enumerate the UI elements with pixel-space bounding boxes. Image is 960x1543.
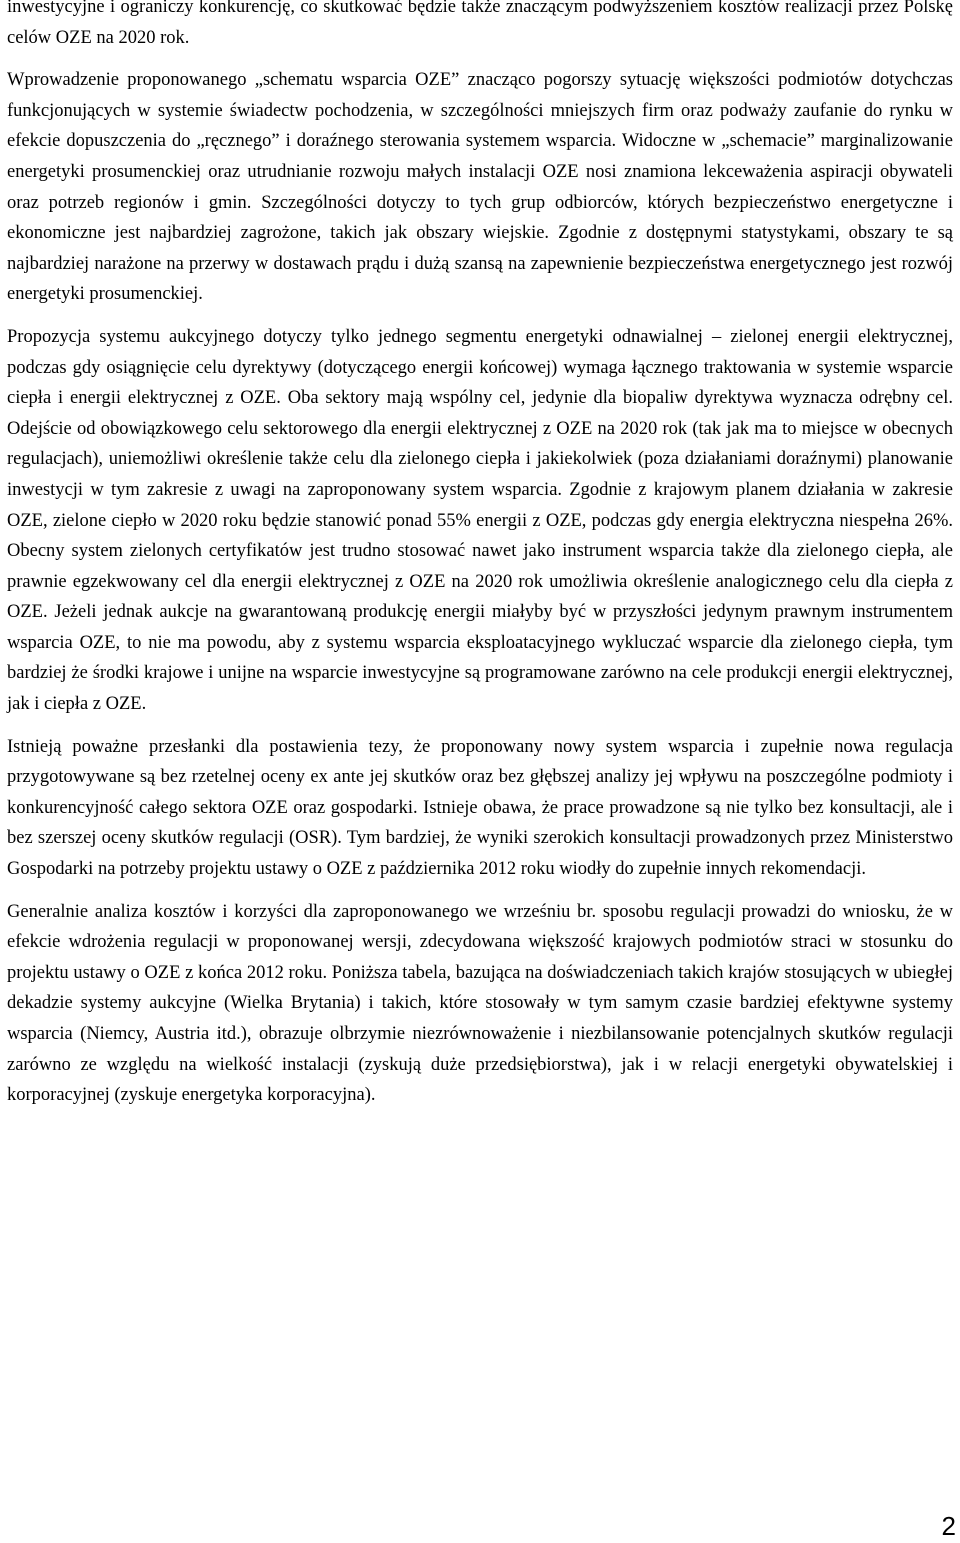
paragraph-regulatory-assessment: Istnieją poważne przesłanki dla postawienia tezy, że proponowany nowy system wsparcia i zupełnie nowa regulacja przygotowywane są bez rzetelnej oceny ex ante jej skutków oraz bez głębszej analizy jej wpływu na poszczególne podmioty i konkurencyjność całego sektora OZE oraz gospodarki. Istnieje obawa, że prace prowadzone są nie tylko bez konsultacji, ale i bez szerszej oceny skutków regulacji (OSR). Tym bardziej, że wyniki szerokich konsultacji prowadzonych przez Ministerstwo Gospodarki na potrzeby projektu ustawy o OZE z października 2012 roku wiodły do zupełnie innych rekomendacji. [7, 736, 953, 880]
page-number: 2 [941, 1511, 956, 1541]
paragraph-continuation: inwestycyjne i ograniczy konkurencję, co skutkować będzie także znaczącym podwyższeniem kosztów realizacji przez Polskę celów OZE na 2020 rok. [7, 0, 953, 48]
document-page [7, 0, 953, 1111]
paragraph-auction-system: Propozycja systemu aukcyjnego dotyczy tylko jednego segmentu energetyki odnawialnej – zielonej energii elektrycznej, podczas gdy osiągnięcie celu dyrektywy (dotyczącego energii końcowej) wymaga łącznego traktowania w systemie wsparcie ciepła i energii elektrycznej z OZE. Oba sektory mają wspólny cel, jedynie dla biopaliw dyrektywa wyznacza odrębny cel. Odejście od obowiązkowego celu sektorowego dla energii elektrycznej z OZE na 2020 rok (tak jak ma to miejsce w obecnych regulacjach), uniemożliwi określenie także celu dla zielonego ciepła i jakiekolwiek (poza działaniami doraźnymi) planowanie inwestycji w tym zakresie z uwagi na zaproponowany system wsparcia. Zgodnie z krajowym planem działania w zakresie OZE, zielone ciepło w 2020 roku będzie stanowić ponad 55% energii z OZE, podczas gdy energia elektryczna niespełna 26%. Obecny system zielonych certyfikatów jest trudno stosować nawet jako instrument wsparcia także dla zielonego ciepła, ale prawnie egzekwowany cel dla energii elektrycznej z OZE na 2020 rok umożliwia określenie analogicznego celu dla ciepła z OZE. Jeżeli jednak aukcje na gwarantowaną produkcję energii miałyby być w przyszłości jedynym prawnym instrumentem wsparcia OZE, to nie ma powodu, aby z systemu wsparcia eksploatacyjnego wykluczać wsparcie dla zielonego ciepła, tym bardziej że środki krajowe i unijne na wsparcie inwestycyjne są programowane zarówno na cele produkcji energii elektrycznej, jak i ciepła z OZE. [7, 326, 953, 715]
paragraph-cost-benefit-analysis: Generalnie analiza kosztów i korzyści dla zaproponowanego we wrześniu br. sposobu regulacji prowadzi do wniosku, że w efekcie wdrożenia regulacji w proponowanej wersji, zdecydowana większość krajowych podmiotów straci w stosunku do projektu ustawy o OZE z końca 2012 roku. Poniższa tabela, bazująca na doświadczeniach takich krajów stosujących w ubiegłej dekadzie systemy aukcyjne (Wielka Brytania) i takich, które stosowały w tym samym czasie bardziej efektywne systemy wsparcia (Niemcy, Austria itd.), obrazuje olbrzymie niezrównoważenie i niezbilansowanie potencjalnych skutków regulacji zarówno ze względu na wielkość instalacji (zyskują duże przedsiębiorstwa), jak i w relacji energetyki obywatelskiej i korporacyjnej (zyskuje energetyka korporacyjna). [7, 901, 953, 1106]
paragraph-support-scheme: Wprowadzenie proponowanego „schematu wsparcia OZE” znacząco pogorszy sytuację większości podmiotów dotychczas funkcjonujących w systemie świadectw pochodzenia, w szczególności mniejszych firm oraz podważy zaufanie do rynku w efekcie dopuszczenia do „ręcznego” i doraźnego sterowania systemem wsparcia. Widoczne w „schemacie” marginalizowanie energetyki prosumenckiej oraz utrudnianie rozwoju małych instalacji OZE nosi znamiona lekceważenia aspiracji obywateli oraz potrzeb regionów i gmin. Szczególności dotyczy to tych grup odbiorców, których bezpieczeństwo energetyczne i ekonomiczne jest najbardziej zagrożone, takich jak obszary wiejskie. Zgodnie z dostępnymi statystykami, obszary te są najbardziej narażone na przerwy w dostawach prądu i dużą szansą na zapewnienie bezpieczeństwa energetycznego jest rozwój energetyki prosumenckiej. [7, 70, 953, 305]
